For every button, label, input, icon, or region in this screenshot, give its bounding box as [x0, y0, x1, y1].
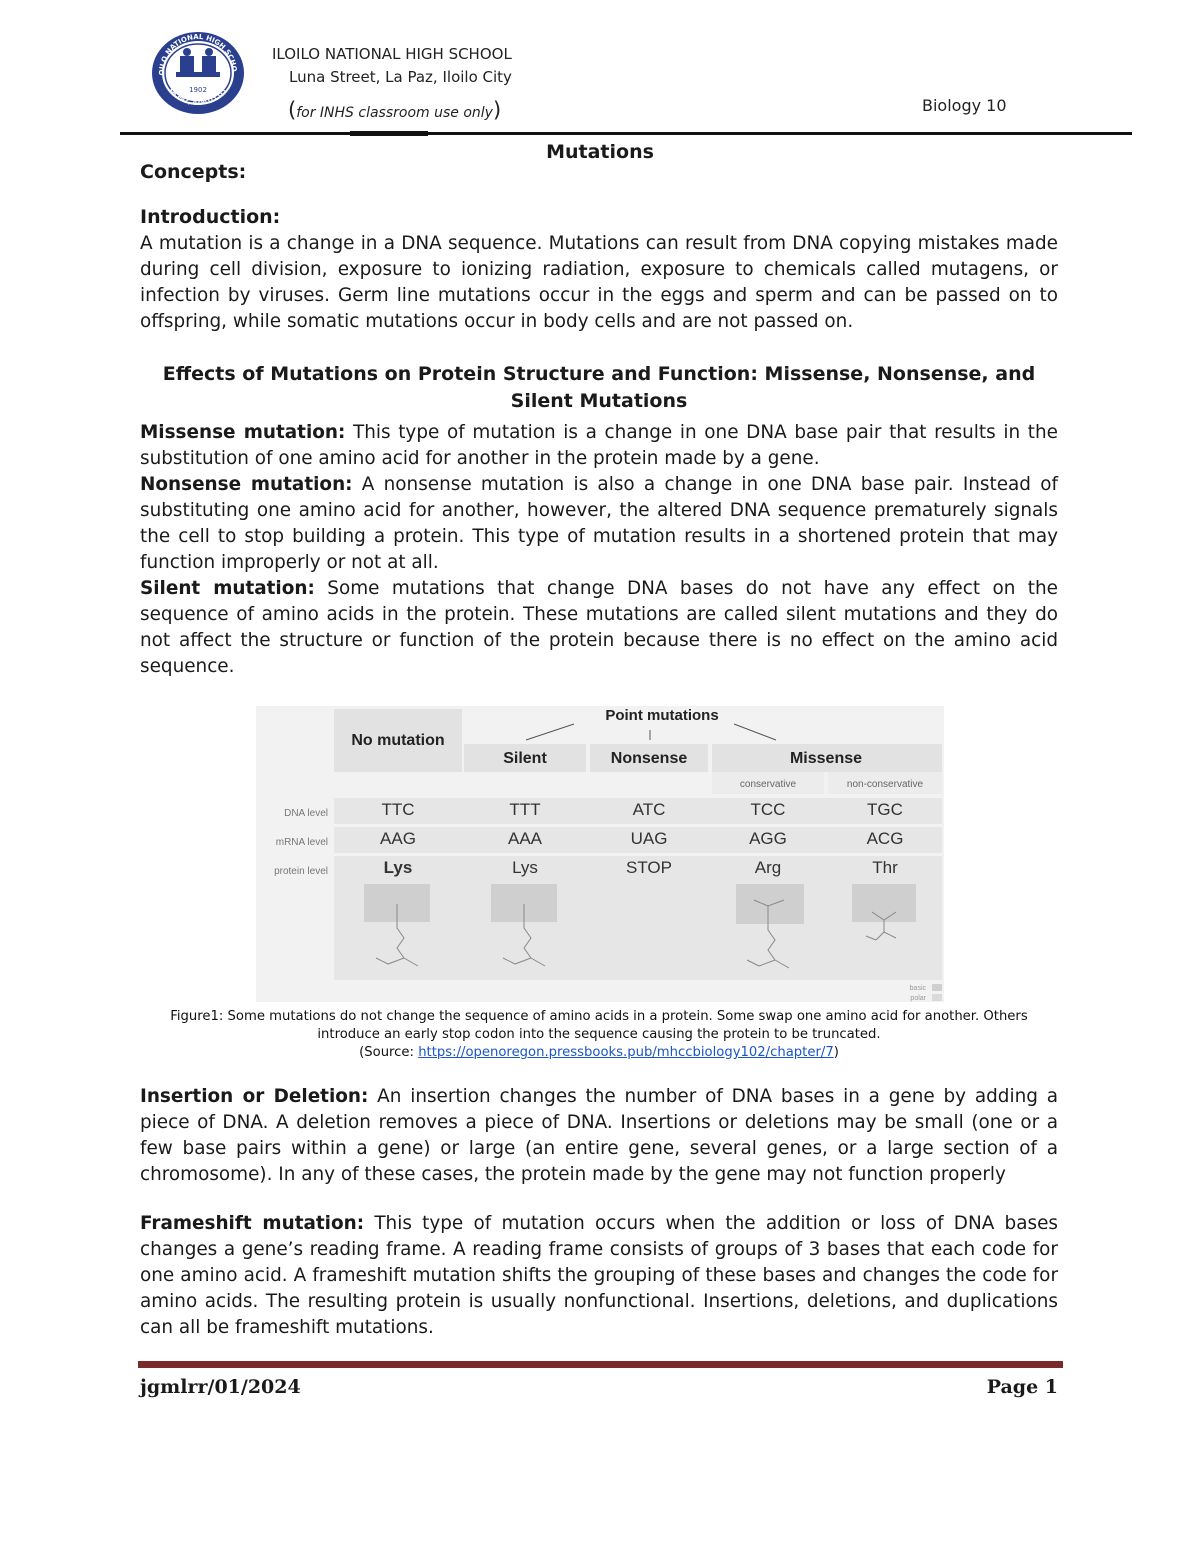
- fig-dna-value: TCC: [750, 800, 786, 819]
- point-mutations-figure: [256, 706, 944, 1002]
- page-title: Mutations: [546, 141, 654, 163]
- usage-note-text: for INHS classroom use only: [296, 105, 493, 121]
- frameshift-label: Frameshift mutation:: [140, 1213, 365, 1234]
- intro-heading: Introduction:: [140, 206, 281, 228]
- fig-mrna-value: AGG: [749, 829, 787, 848]
- subject-label: Biology 10: [922, 96, 1007, 115]
- intro-paragraph: A mutation is a change in a DNA sequence. Mutations can result from DNA copying mistakes made during cell division, exposure to ionizing radiation, exposure to chemicals called mutagens, or infection by viruses. Germ line mutations occur in the eggs and sperm and can be passed on to offspring, while somatic mutations occur in body cells and are not passed on.: [140, 233, 1058, 332]
- insertion-label: Insertion or Deletion:: [140, 1086, 369, 1107]
- silent-label: Silent mutation:: [140, 578, 315, 599]
- legend-basic-swatch: [932, 984, 942, 991]
- frameshift-text: This type of mutation occurs when the addition or loss of DNA bases changes a gene’s reading frame. A reading frame consists of groups of 3 bases that each code for one amino acid. A frameshift mutation shifts the grouping of these bases and changes the code for amino acids. The resulting protein is usually nonfunctional. Insertions, deletions, and duplications can all be frameshift mutations.: [140, 1213, 1058, 1338]
- seal-bottom-text: LA PAZ, ILOILO CITY: [168, 86, 228, 108]
- school-address: Luna Street, La Paz, Iloilo City: [289, 68, 512, 86]
- footer-rule: [138, 1361, 1063, 1368]
- silent-label: Silent: [503, 750, 547, 767]
- fig-protein-value: Lys: [512, 858, 538, 877]
- thr-side-chain-highlight: [852, 884, 916, 922]
- concepts-heading: Concepts:: [140, 161, 247, 183]
- caption-source-prefix: (Source:: [359, 1045, 419, 1060]
- silent-text: Some mutations that change DNA bases do not have any effect on the sequence of amino acids in the protein. These mutations are called silent mutations and they do not affect the structure or function of the protein because there is no effect on the amino acid sequence.: [140, 578, 1058, 677]
- fig-dna-value: TTT: [509, 800, 541, 819]
- conservative-label: conservative: [739, 779, 797, 790]
- seal-year: 1902: [189, 86, 207, 94]
- missense-label: Missense: [789, 750, 863, 767]
- arg-side-chain-highlight: [736, 884, 804, 924]
- fig-mrna-value: ACG: [866, 829, 904, 848]
- page-number: Page 1: [986, 1376, 1058, 1398]
- header-rule: [120, 132, 1132, 135]
- school-seal: [150, 30, 246, 116]
- point-mutations-label: Point mutations: [605, 707, 719, 724]
- row-label-protein: protein level: [274, 866, 328, 877]
- nonsense-text: A nonsense mutation is also a change in one DNA base pair. Instead of substituting one amino acid for another, however, the altered DNA sequence prematurely signals the cell to stop building a protein. This type of mutation results in a shortened protein that may function improperly or not at all.: [140, 474, 1058, 573]
- row-label-dna: DNA level: [284, 808, 328, 819]
- fig-mrna-value: AAA: [507, 829, 543, 848]
- source-link[interactable]: https://openoregon.pressbooks.pub/mhccbiology102/chapter/7: [418, 1045, 834, 1060]
- school-name: ILOILO NATIONAL HIGH SCHOOL: [272, 45, 512, 63]
- fig-protein-value: STOP: [626, 858, 672, 877]
- fig-dna-value: TTC: [381, 800, 415, 819]
- footer-code: jgmlrr/01/2024: [140, 1376, 301, 1398]
- seal-top-text: OILO NATIONAL HIGH SCHO: [157, 32, 239, 76]
- caption-source-suffix: ): [833, 1045, 839, 1060]
- fig-dna-value: ATC: [632, 800, 666, 819]
- usage-note: (for INHS classroom use only): [288, 98, 502, 122]
- header-rule-accent: [350, 131, 428, 136]
- fig-mrna-value: AAG: [380, 829, 416, 848]
- caption-source: [140, 1044, 1058, 1062]
- insertion-paragraph: [140, 1084, 1058, 1188]
- mutation-types-block: [140, 420, 1058, 680]
- caption-text: Figure1: Some mutations do not change the sequence of amino acids in a protein. Some swap one amino acid for another. Others introduce an early stop codon into the sequence causing the protein to be truncated.: [170, 1009, 1028, 1042]
- insertion-text: An insertion changes the number of DNA bases in a gene by adding a piece of DNA. A deletion removes a piece of DNA. Insertions or deletions may be small (one or a few base pairs within a gene) or large (an entire gene, several genes, or a large section of a chromosome). In any of these cases, the protein made by the gene may not function properly: [140, 1086, 1058, 1185]
- row-label-mrna: mRNA level: [275, 837, 328, 848]
- fig-mrna-value: UAG: [630, 829, 668, 848]
- fig-dna-value: TGC: [867, 800, 903, 819]
- frameshift-paragraph: [140, 1211, 1058, 1341]
- legend-basic-label: basic: [909, 985, 926, 992]
- effects-heading: Effects of Mutations on Protein Structure and Function: Missense, Nonsense, and Silent Mutations: [162, 363, 1036, 412]
- non-conservative-label: non-conservative: [846, 779, 924, 790]
- missense-label: Missense mutation:: [140, 422, 346, 443]
- missense-text: This type of mutation is a change in one DNA base pair that results in the substitution of one amino acid for another in the protein made by a gene.: [140, 422, 1058, 469]
- nonsense-label: Nonsense mutation:: [140, 474, 353, 495]
- fig-protein-value: Arg: [754, 858, 782, 877]
- no-mutation-label: No mutation: [351, 732, 445, 749]
- legend-polar-swatch: [932, 994, 942, 1001]
- fig-protein-value: Lys: [383, 858, 413, 877]
- figure-caption: [140, 1008, 1058, 1062]
- fig-protein-value: Thr: [872, 858, 898, 877]
- legend-polar-label: polar: [910, 995, 926, 1002]
- nonsense-label: Nonsense: [610, 750, 688, 767]
